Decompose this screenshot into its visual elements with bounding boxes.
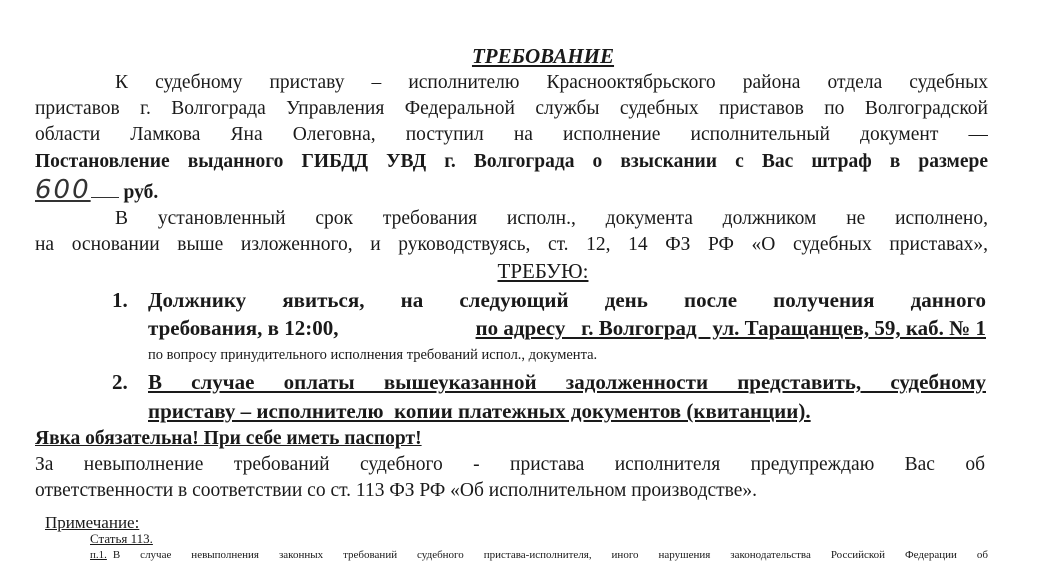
article-point-label: п.1. bbox=[90, 549, 107, 561]
note-heading: Примечание: bbox=[45, 513, 140, 532]
intro-line-4: Постановление выданного ГИБДД УВД г. Волгограда о взыскании с Вас штраф в размере bbox=[35, 151, 988, 172]
item-2-number: 2. bbox=[112, 370, 128, 394]
item-1-address: по адресу г. Волгоград ул. Таращанцев, 59, каб. № 1 bbox=[475, 316, 986, 340]
document-title: ТРЕБОВАНИЕ bbox=[471, 44, 615, 68]
fine-amount-handwritten: 600 bbox=[35, 175, 91, 205]
fine-line bbox=[35, 175, 159, 205]
intro-line-1: К судебному приставу – исполнителю Краснооктябрьского района отдела судебных bbox=[115, 72, 988, 93]
warning-line-1: За невыполнение требований судебного - пристава исполнителя предупреждаю Вас об bbox=[35, 454, 985, 475]
fine-currency: руб. bbox=[123, 182, 159, 203]
article-heading: Статья 113. bbox=[90, 531, 153, 546]
item-1-line-3: по вопросу принудительного исполнения требований испол., документа. bbox=[148, 347, 598, 363]
intro-line-3: области Ламкова Яна Олеговна, поступил на исполнение исполнительный документ — bbox=[35, 124, 988, 145]
blank-underline bbox=[91, 197, 119, 198]
basis-line-2: на основании выше изложенного, и руководствуясь, ст. 12, 14 ФЗ РФ «О судебных приставах», bbox=[35, 234, 988, 255]
item-2-line-2: приставу – исполнителю копии платежных документов (квитанции). bbox=[148, 399, 811, 423]
mandatory-notice: Явка обязательна! При себе иметь паспорт! bbox=[35, 428, 422, 449]
item-1-time: требования, в 12:00, bbox=[148, 316, 339, 340]
warning-line-2: ответственности в соответствии со ст. 113 ФЗ РФ «Об исполнительном производстве». bbox=[35, 480, 758, 501]
article-point-text: В случае невыполнения законных требований судебного пристава-исполнителя, иного нарушения законодательства Российской Федерации об bbox=[112, 549, 988, 561]
intro-line-2: приставов г. Волгограда Управления Федеральной службы судебных приставов по Волгоградской bbox=[35, 98, 988, 119]
demand-heading: ТРЕБУЮ: bbox=[497, 259, 589, 283]
article-point bbox=[90, 548, 988, 562]
basis-line-1: В установленный срок требования исполн., документа должником не исполнено, bbox=[115, 208, 988, 229]
item-1-number: 1. bbox=[112, 288, 128, 312]
item-2-line-1: В случае оплаты вышеуказанной задолженности представить, судебному bbox=[148, 370, 986, 394]
item-1-line-2 bbox=[148, 316, 986, 340]
item-1-line-1: Должнику явиться, на следующий день после получения данного bbox=[148, 288, 986, 312]
